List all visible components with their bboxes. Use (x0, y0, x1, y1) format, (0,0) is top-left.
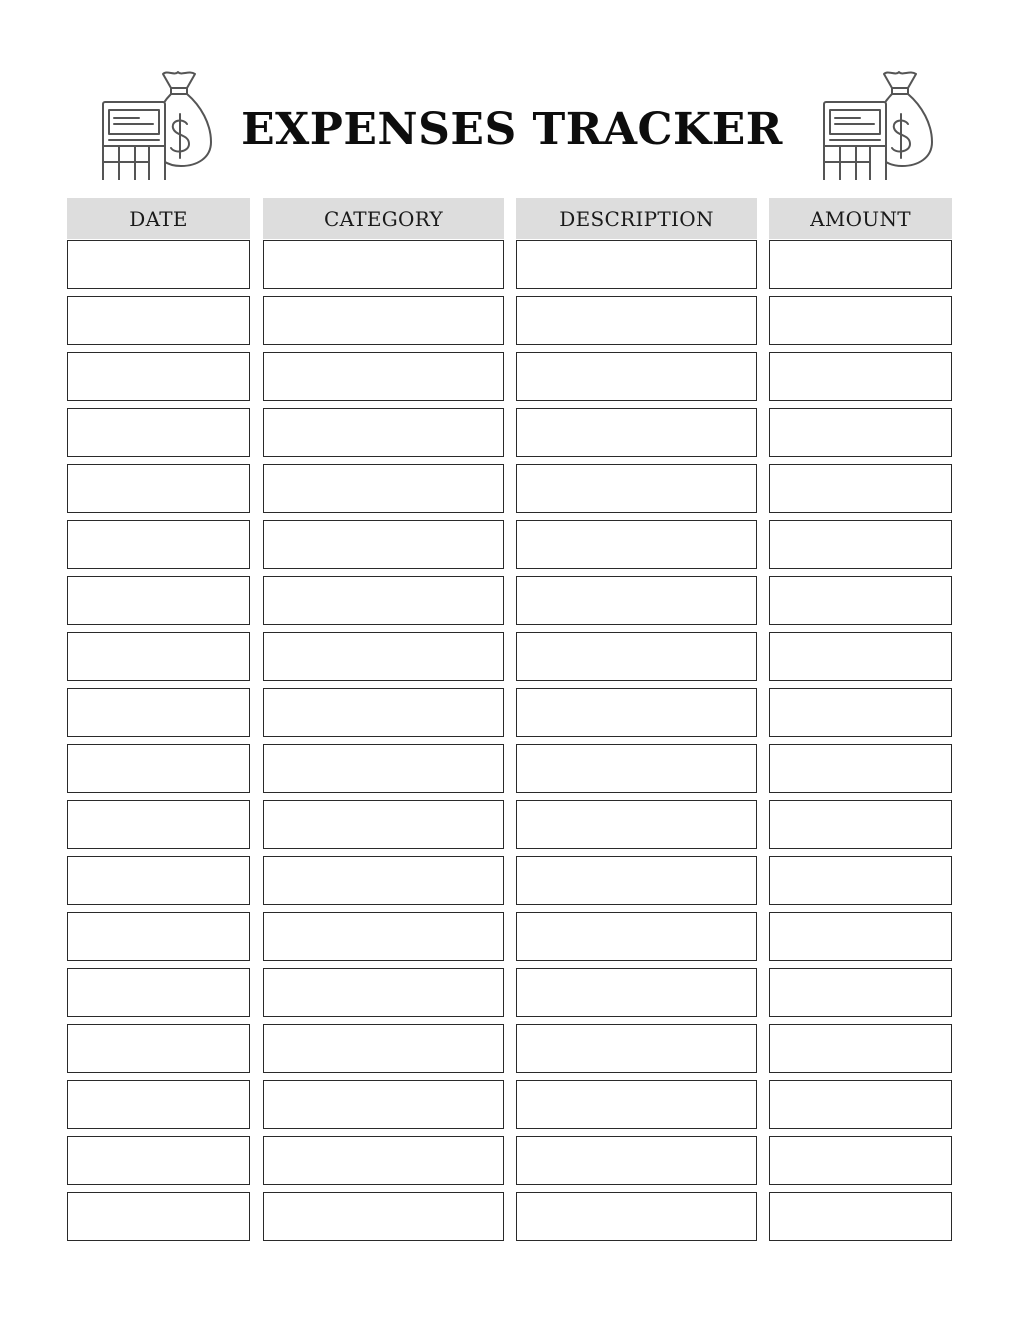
amount-cell[interactable] (769, 296, 952, 345)
description-cell[interactable] (516, 576, 757, 625)
date-cell[interactable] (67, 520, 250, 569)
category-cell[interactable] (263, 968, 504, 1017)
description-column (516, 198, 757, 1248)
category-cell[interactable] (263, 352, 504, 401)
category-cell[interactable] (263, 240, 504, 289)
date-cell[interactable] (67, 352, 250, 401)
amount-cell[interactable] (769, 1080, 952, 1129)
description-cell[interactable] (516, 1080, 757, 1129)
column-header-description: DESCRIPTION (516, 198, 757, 239)
description-cell[interactable] (516, 968, 757, 1017)
amount-cell[interactable] (769, 408, 952, 457)
date-cell[interactable] (67, 464, 250, 513)
date-cell[interactable] (67, 1136, 250, 1185)
description-cell[interactable] (516, 800, 757, 849)
amount-cell[interactable] (769, 1136, 952, 1185)
date-cell[interactable] (67, 1080, 250, 1129)
page-title: EXPENSES TRACKER (241, 104, 783, 155)
category-cell[interactable] (263, 464, 504, 513)
category-cells (263, 240, 504, 1241)
amount-cell[interactable] (769, 968, 952, 1017)
description-cell[interactable] (516, 408, 757, 457)
date-cell[interactable] (67, 688, 250, 737)
description-cell[interactable] (516, 296, 757, 345)
date-cell[interactable] (67, 968, 250, 1017)
date-cell[interactable] (67, 408, 250, 457)
calculator-money-bag-icon (822, 66, 934, 180)
category-cell[interactable] (263, 800, 504, 849)
amount-cells (769, 240, 952, 1241)
date-cell[interactable] (67, 800, 250, 849)
amount-cell[interactable] (769, 632, 952, 681)
date-cell[interactable] (67, 744, 250, 793)
description-cell[interactable] (516, 352, 757, 401)
description-cell[interactable] (516, 744, 757, 793)
description-cell[interactable] (516, 856, 757, 905)
category-cell[interactable] (263, 632, 504, 681)
page-header (0, 60, 1024, 190)
date-cell[interactable] (67, 576, 250, 625)
amount-cell[interactable] (769, 744, 952, 793)
amount-cell[interactable] (769, 576, 952, 625)
date-column (67, 198, 250, 1248)
category-cell[interactable] (263, 576, 504, 625)
column-header-category: CATEGORY (263, 198, 504, 239)
amount-cell[interactable] (769, 240, 952, 289)
column-header-amount: AMOUNT (769, 198, 952, 239)
description-cell[interactable] (516, 1024, 757, 1073)
category-cell[interactable] (263, 1192, 504, 1241)
amount-cell[interactable] (769, 856, 952, 905)
amount-cell[interactable] (769, 1192, 952, 1241)
description-cell[interactable] (516, 1192, 757, 1241)
date-cell[interactable] (67, 240, 250, 289)
category-cell[interactable] (263, 408, 504, 457)
amount-cell[interactable] (769, 520, 952, 569)
date-cell[interactable] (67, 296, 250, 345)
category-cell[interactable] (263, 1136, 504, 1185)
column-header-date: DATE (67, 198, 250, 239)
date-cell[interactable] (67, 856, 250, 905)
category-cell[interactable] (263, 1024, 504, 1073)
date-cell[interactable] (67, 1192, 250, 1241)
date-cell[interactable] (67, 912, 250, 961)
description-cells (516, 240, 757, 1241)
description-cell[interactable] (516, 464, 757, 513)
amount-cell[interactable] (769, 912, 952, 961)
description-cell[interactable] (516, 520, 757, 569)
category-cell[interactable] (263, 744, 504, 793)
category-cell[interactable] (263, 912, 504, 961)
expenses-table (0, 198, 1024, 1258)
category-cell[interactable] (263, 520, 504, 569)
date-cells (67, 240, 250, 1241)
amount-cell[interactable] (769, 688, 952, 737)
amount-cell[interactable] (769, 800, 952, 849)
date-cell[interactable] (67, 632, 250, 681)
category-cell[interactable] (263, 1080, 504, 1129)
amount-cell[interactable] (769, 352, 952, 401)
description-cell[interactable] (516, 1136, 757, 1185)
category-cell[interactable] (263, 856, 504, 905)
amount-column (769, 198, 952, 1248)
amount-cell[interactable] (769, 1024, 952, 1073)
description-cell[interactable] (516, 240, 757, 289)
description-cell[interactable] (516, 912, 757, 961)
description-cell[interactable] (516, 688, 757, 737)
date-cell[interactable] (67, 1024, 250, 1073)
category-column (263, 198, 504, 1248)
description-cell[interactable] (516, 632, 757, 681)
category-cell[interactable] (263, 296, 504, 345)
amount-cell[interactable] (769, 464, 952, 513)
category-cell[interactable] (263, 688, 504, 737)
